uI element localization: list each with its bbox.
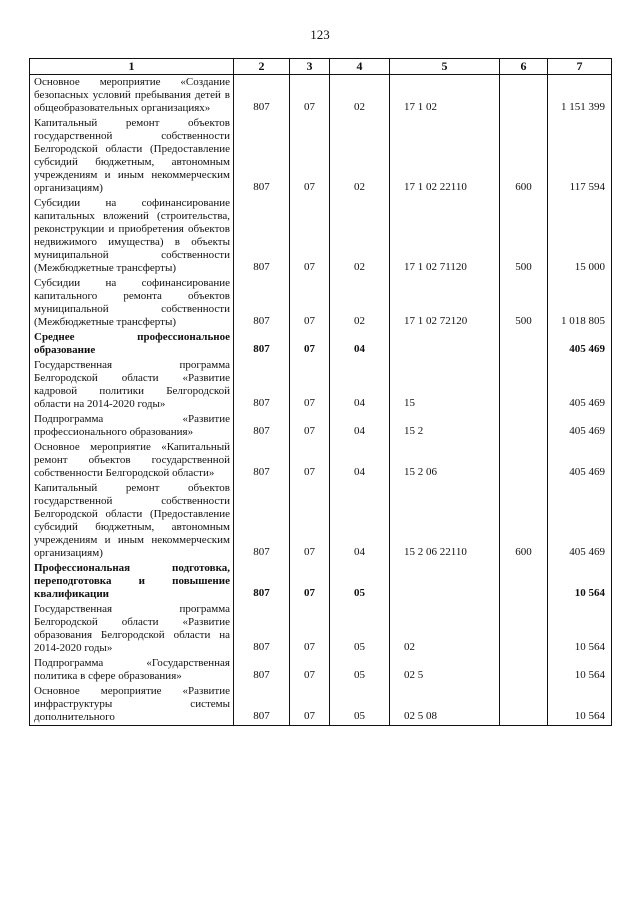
admin-code-cell: 807 bbox=[234, 358, 290, 412]
row-name-cell: Субсидии на софинансирование капитальных вложений (строительства, реконструкции и приобретения объектов недвижимого имущества) в объекты муниципальной собственности (Межбюджетные трансферты) bbox=[30, 196, 234, 276]
header-col-5: 5 bbox=[390, 59, 500, 75]
subsection-cell: 04 bbox=[330, 481, 390, 561]
admin-code-cell: 807 bbox=[234, 684, 290, 726]
target-article-cell: 15 2 06 22110 bbox=[390, 481, 500, 561]
target-article-cell bbox=[390, 330, 500, 358]
target-article-cell: 02 bbox=[390, 602, 500, 656]
row-name-cell: Субсидии на софинансирование капитального ремонта объектов муниципальной собственности (Межбюджетные трансферты) bbox=[30, 276, 234, 330]
subsection-cell: 05 bbox=[330, 656, 390, 684]
admin-code-cell: 807 bbox=[234, 602, 290, 656]
row-name-cell: Капитальный ремонт объектов государственной собственности Белгородской области (Предоставление субсидий бюджетным, автономным учреждениям и иным некоммерческим организациям) bbox=[30, 481, 234, 561]
row-name-cell: Основное мероприятие «Развитие инфраструктуры системы дополнительного bbox=[30, 684, 234, 726]
target-article-cell: 02 5 08 bbox=[390, 684, 500, 726]
amount-cell: 1 018 805 bbox=[548, 276, 612, 330]
target-article-cell bbox=[390, 561, 500, 602]
expense-type-cell bbox=[500, 412, 548, 440]
section-cell: 07 bbox=[290, 358, 330, 412]
expense-type-cell bbox=[500, 75, 548, 117]
table-body bbox=[30, 75, 612, 726]
amount-cell: 117 594 bbox=[548, 116, 612, 196]
admin-code-cell: 807 bbox=[234, 196, 290, 276]
expense-type-cell bbox=[500, 602, 548, 656]
amount-cell: 10 564 bbox=[548, 656, 612, 684]
amount-cell: 405 469 bbox=[548, 412, 612, 440]
subsection-cell: 05 bbox=[330, 561, 390, 602]
row-name-cell: Профессиональная подготовка, переподготовка и повышение квалификации bbox=[30, 561, 234, 602]
header-col-3: 3 bbox=[290, 59, 330, 75]
section-cell: 07 bbox=[290, 75, 330, 117]
header-col-6: 6 bbox=[500, 59, 548, 75]
amount-cell: 405 469 bbox=[548, 330, 612, 358]
target-article-cell: 15 2 bbox=[390, 412, 500, 440]
amount-cell: 10 564 bbox=[548, 561, 612, 602]
target-article-cell: 17 1 02 22110 bbox=[390, 116, 500, 196]
admin-code-cell: 807 bbox=[234, 116, 290, 196]
row-name-cell: Основное мероприятие «Капитальный ремонт объектов государственной собственности Белгородской области» bbox=[30, 440, 234, 481]
header-col-4: 4 bbox=[330, 59, 390, 75]
section-cell: 07 bbox=[290, 684, 330, 726]
expense-type-cell bbox=[500, 684, 548, 726]
amount-cell: 10 564 bbox=[548, 684, 612, 726]
target-article-cell: 15 bbox=[390, 358, 500, 412]
target-article-cell: 02 5 bbox=[390, 656, 500, 684]
admin-code-cell: 807 bbox=[234, 412, 290, 440]
target-article-cell: 15 2 06 bbox=[390, 440, 500, 481]
row-name-cell: Основное мероприятие «Создание безопасных условий пребывания детей в общеобразовательных организациях» bbox=[30, 75, 234, 117]
admin-code-cell: 807 bbox=[234, 75, 290, 117]
table-row bbox=[30, 561, 612, 602]
table-row bbox=[30, 276, 612, 330]
subsection-cell: 02 bbox=[330, 276, 390, 330]
expense-type-cell: 600 bbox=[500, 116, 548, 196]
page-number: 123 bbox=[310, 27, 330, 42]
table-row bbox=[30, 196, 612, 276]
expense-type-cell bbox=[500, 656, 548, 684]
admin-code-cell: 807 bbox=[234, 656, 290, 684]
admin-code-cell: 807 bbox=[234, 481, 290, 561]
table-row bbox=[30, 656, 612, 684]
amount-cell: 15 000 bbox=[548, 196, 612, 276]
expense-type-cell bbox=[500, 330, 548, 358]
expense-type-cell: 500 bbox=[500, 196, 548, 276]
section-cell: 07 bbox=[290, 116, 330, 196]
table-row bbox=[30, 684, 612, 726]
section-cell: 07 bbox=[290, 196, 330, 276]
row-name-cell: Капитальный ремонт объектов государственной собственности Белгородской области (Предоставление субсидий бюджетным, автономным учреждениям и иным некоммерческим организациям) bbox=[30, 116, 234, 196]
target-article-cell: 17 1 02 bbox=[390, 75, 500, 117]
section-cell: 07 bbox=[290, 561, 330, 602]
admin-code-cell: 807 bbox=[234, 276, 290, 330]
row-name-cell: Подпрограмма «Развитие профессионального образования» bbox=[30, 412, 234, 440]
table-row bbox=[30, 602, 612, 656]
section-cell: 07 bbox=[290, 412, 330, 440]
expense-type-cell bbox=[500, 561, 548, 602]
expense-type-cell: 500 bbox=[500, 276, 548, 330]
table-row bbox=[30, 481, 612, 561]
admin-code-cell: 807 bbox=[234, 440, 290, 481]
target-article-cell: 17 1 02 71120 bbox=[390, 196, 500, 276]
subsection-cell: 04 bbox=[330, 358, 390, 412]
header-col-1: 1 bbox=[30, 59, 234, 75]
budget-table bbox=[29, 58, 612, 726]
subsection-cell: 05 bbox=[330, 684, 390, 726]
subsection-cell: 04 bbox=[330, 330, 390, 358]
row-name-cell: Государственная программа Белгородской области «Развитие кадровой политики Белгородской области на 2014-2020 годы» bbox=[30, 358, 234, 412]
section-cell: 07 bbox=[290, 276, 330, 330]
table-row bbox=[30, 358, 612, 412]
section-cell: 07 bbox=[290, 330, 330, 358]
header-col-2: 2 bbox=[234, 59, 290, 75]
target-article-cell: 17 1 02 72120 bbox=[390, 276, 500, 330]
table-header-row bbox=[30, 59, 612, 75]
section-cell: 07 bbox=[290, 602, 330, 656]
amount-cell: 405 469 bbox=[548, 358, 612, 412]
table-row bbox=[30, 330, 612, 358]
table-row bbox=[30, 116, 612, 196]
table-row bbox=[30, 75, 612, 117]
expense-type-cell bbox=[500, 440, 548, 481]
section-cell: 07 bbox=[290, 481, 330, 561]
subsection-cell: 02 bbox=[330, 116, 390, 196]
expense-type-cell: 600 bbox=[500, 481, 548, 561]
row-name-cell: Подпрограмма «Государственная политика в сфере образования» bbox=[30, 656, 234, 684]
row-name-cell: Государственная программа Белгородской области «Развитие образования Белгородской области на 2014-2020 годы» bbox=[30, 602, 234, 656]
admin-code-cell: 807 bbox=[234, 561, 290, 602]
subsection-cell: 04 bbox=[330, 412, 390, 440]
subsection-cell: 02 bbox=[330, 75, 390, 117]
section-cell: 07 bbox=[290, 656, 330, 684]
amount-cell: 10 564 bbox=[548, 602, 612, 656]
amount-cell: 405 469 bbox=[548, 481, 612, 561]
expense-type-cell bbox=[500, 358, 548, 412]
amount-cell: 1 151 399 bbox=[548, 75, 612, 117]
table-row bbox=[30, 440, 612, 481]
amount-cell: 405 469 bbox=[548, 440, 612, 481]
section-cell: 07 bbox=[290, 440, 330, 481]
subsection-cell: 05 bbox=[330, 602, 390, 656]
subsection-cell: 02 bbox=[330, 196, 390, 276]
subsection-cell: 04 bbox=[330, 440, 390, 481]
admin-code-cell: 807 bbox=[234, 330, 290, 358]
header-col-7: 7 bbox=[548, 59, 612, 75]
row-name-cell: Среднее профессиональное образование bbox=[30, 330, 234, 358]
table-row bbox=[30, 412, 612, 440]
